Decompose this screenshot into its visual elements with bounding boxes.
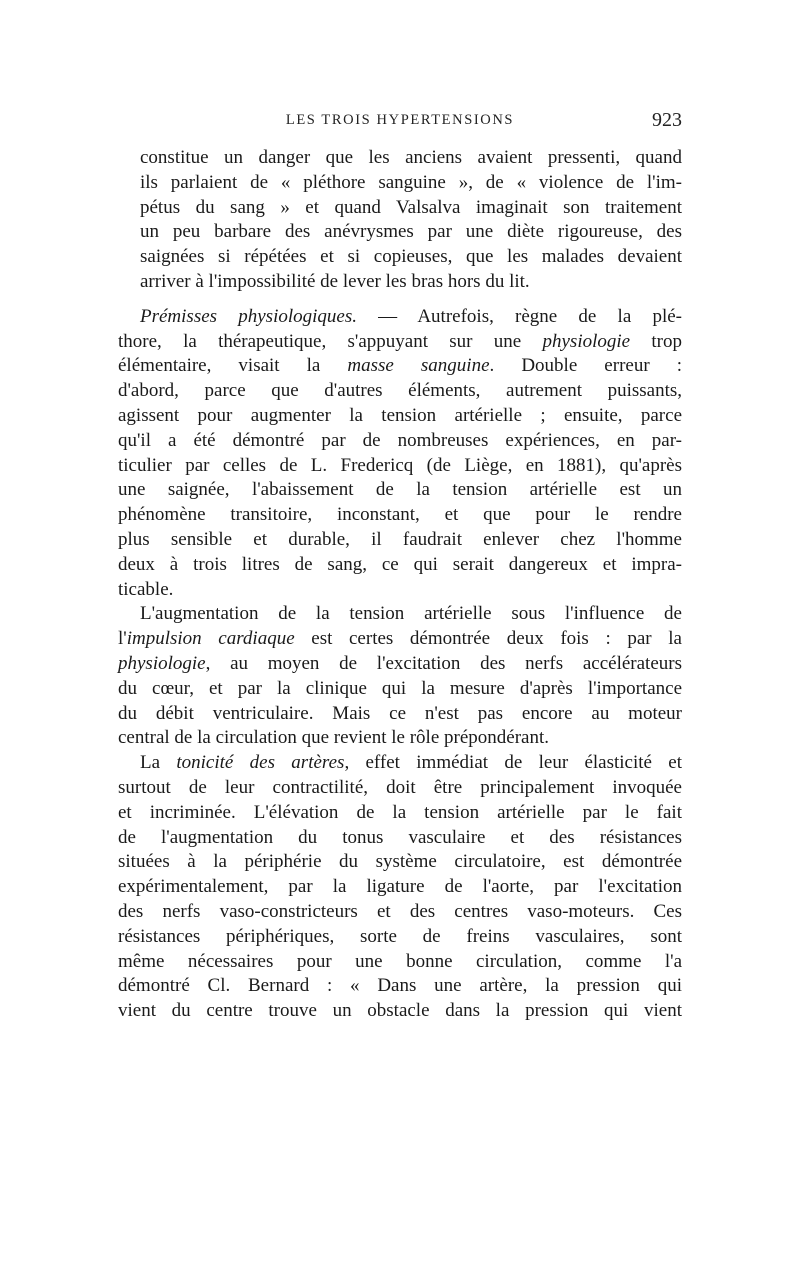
text-line: de l'augmentation du tonus vasculaire et des résistances — [118, 826, 682, 848]
text-line: deux à trois litres de sang, ce qui serait dangereux et impra- — [118, 553, 682, 575]
text-line: une saignée, l'abaissement de la tension artérielle est un — [118, 479, 682, 501]
page-number: 923 — [652, 109, 682, 131]
italic-phrase: tonicité des artères — [176, 752, 345, 774]
text-line: saignées si répétées et si copieuses, que les malades devaient — [140, 246, 682, 268]
text-line: qu'il a été démontré par de nombreuses expériences, en par- — [118, 429, 682, 451]
text-line: phénomène transitoire, inconstant, et que pour le rendre — [118, 504, 682, 526]
italic-phrase: physiologie — [542, 330, 631, 352]
text-line: d'abord, parce que d'autres éléments, autrement puissants, — [118, 380, 682, 402]
running-title: LES TROIS HYPERTENSIONS — [285, 112, 515, 128]
text-line: vient du centre trouve un obstacle dans la pression qui vient — [118, 1000, 682, 1022]
text-line: des nerfs vaso-constricteurs et des centres vaso-moteurs. Ces — [118, 900, 682, 922]
paragraph — [118, 305, 682, 603]
italic-phrase: impulsion cardiaque — [126, 628, 295, 650]
paragraph — [118, 751, 682, 1024]
text-line: plus sensible et durable, il faudrait enlever chez l'homme — [118, 528, 682, 550]
text-line: central de la circulation que revient le rôle prépondérant. — [118, 727, 549, 749]
text-line: thore, la thérapeutique, s'appuyant sur une physiologie trop — [118, 330, 683, 352]
text-line: et incriminée. L'élévation de la tension artérielle par le fait — [118, 801, 682, 823]
text-line: L'augmentation de la tension artérielle sous l'influence de — [140, 603, 682, 625]
paragraph — [118, 602, 682, 751]
text-line: ticulier par celles de L. Fredericq (de Liège, en 1881), qu'après — [118, 454, 682, 476]
paragraph — [118, 146, 682, 295]
text-line: arriver à l'impossibilité de lever les bras hors du lit. — [140, 270, 530, 292]
text-line: du cœur, et par la clinique qui la mesure d'après l'importance — [118, 677, 682, 699]
italic-phrase: masse sanguine — [347, 355, 490, 377]
text-line: résistances périphériques, sorte de freins vasculaires, sont — [118, 925, 682, 947]
italic-phrase: Prémisses physiologiques. — [140, 305, 357, 327]
text-line: démontré Cl. Bernard : « Dans une artère, la pression qui — [118, 975, 682, 997]
text-line: ticable. — [118, 578, 174, 600]
italic-phrase: physiologie — [118, 652, 206, 674]
text-line: même nécessaires pour une bonne circulation, comme l'a — [118, 950, 682, 972]
body-text — [118, 146, 682, 1024]
text-line: Prémisses physiologiques. — Autrefois, règne de la plé- — [140, 305, 682, 327]
text-line: élémentaire, visait la masse sanguine. Double erreur : — [118, 355, 682, 377]
text-line: surtout de leur contractilité, doit être principalement invoquée — [118, 776, 682, 798]
text-line: La tonicité des artères, effet immédiat de leur élasticité et — [140, 752, 683, 774]
text-line: agissent pour augmenter la tension artérielle ; ensuite, parce — [118, 404, 682, 426]
text-line: pétus du sang » et quand Valsalva imaginait son traitement — [140, 196, 682, 218]
text-line: constitue un danger que les anciens avaient pressenti, quand — [140, 147, 682, 168]
page-header — [118, 109, 682, 134]
text-line: expérimentalement, par la ligature de l'aorte, par l'excitation — [118, 876, 682, 898]
text-line: un peu barbare des anévrysmes par une diète rigoureuse, des — [140, 221, 682, 243]
text-line: du débit ventriculaire. Mais ce n'est pas encore au moteur — [118, 702, 682, 724]
text-line: situées à la périphérie du système circulatoire, est démontrée — [118, 851, 682, 873]
text-line: ils parlaient de « pléthore sanguine », de « violence de l'im- — [140, 171, 682, 193]
text-line: l'impulsion cardiaque est certes démontrée deux fois : par la — [118, 628, 682, 650]
text-line: physiologie, au moyen de l'excitation des nerfs accélérateurs — [118, 652, 682, 674]
